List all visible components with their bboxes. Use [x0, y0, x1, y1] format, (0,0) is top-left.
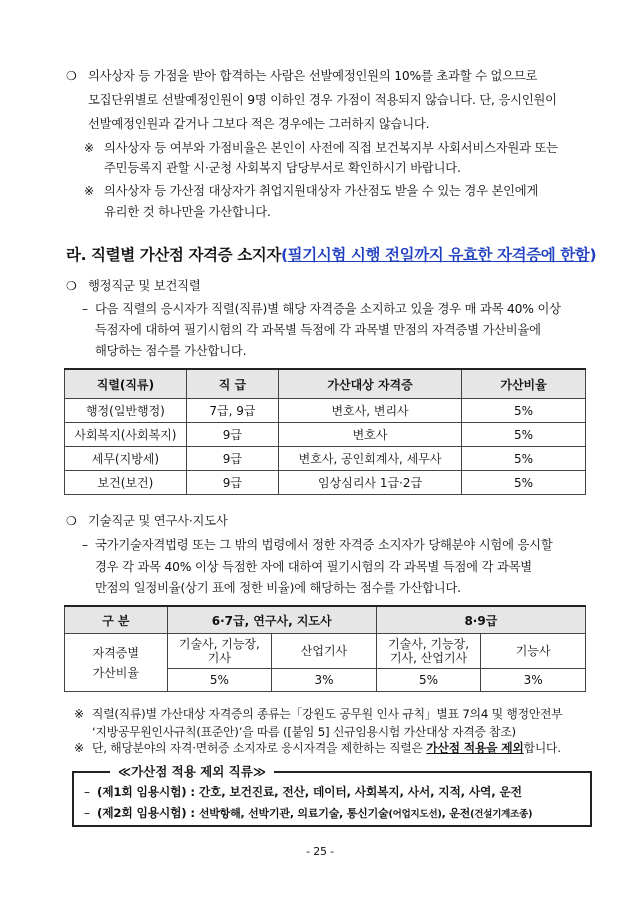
- note-line: 유리한 것 하나만을 가산합니다.: [104, 205, 271, 219]
- excluded-emphasis: 가산점 적용을 제외: [426, 741, 524, 755]
- dash-icon: –: [82, 302, 88, 316]
- subheading: 행정직군 및 보건직렬: [88, 279, 201, 293]
- note-line: 의사상자 등 가산점 대상자가 취업지원대상자 가산점도 받을 수 있는 경우 본인에게: [104, 184, 539, 198]
- excluded-line: (제1회 임용시험) : 간호, 보건진료, 전산, 데이터, 사회복지, 사서, 지적, 사역, 운전: [97, 785, 522, 799]
- table-header: 가산대상 자격증: [279, 369, 462, 399]
- note-mark-icon: ※: [74, 741, 85, 755]
- dash-icon: –: [82, 538, 88, 552]
- note-mark-icon: ※: [84, 184, 95, 198]
- table-header: 6·7급, 연구사, 지도사: [167, 606, 376, 634]
- table-row: 5% 3% 5% 3%: [65, 669, 586, 692]
- note-line: 단, 해당분야의 자격·면허증 소지자로 응시자격을 제한하는 직렬은 가산점 적용을 제외합니다.: [92, 741, 561, 755]
- excluded-line: (제2회 임용시험) : 선박항해, 선박기관, 의료기술, 통신기술(어업지도선), 운전(건설기계조종): [97, 806, 533, 820]
- circle-bullet-icon: ❍: [66, 69, 77, 83]
- dash-icon: –: [84, 785, 90, 799]
- table-row: 사회복지(사회복지) 9급 변호사 5%: [65, 423, 586, 447]
- page-number: - 25 -: [306, 845, 334, 858]
- dash-icon: –: [84, 806, 90, 820]
- paragraph-line: 의사상자 등 가점을 받아 합격하는 사람은 선발예정인원의 10%를 초과할 수 없으므로: [88, 69, 538, 83]
- paragraph-line: 모집단위별로 선발예정인원이 9명 이하인 경우 가점이 적용되지 않습니다. 단, 응시인원이: [88, 93, 557, 107]
- tech-table: [64, 605, 586, 692]
- section-heading: 라. 직렬별 가산점 자격증 소지자(필기시험 시행 전일까지 유효한 자격증에 한함): [66, 246, 597, 264]
- table-header: 8·9급: [376, 606, 585, 634]
- circle-bullet-icon: ❍: [66, 514, 77, 528]
- row-label: 자격증별 가산비율: [65, 634, 168, 692]
- table-row: 보건(보건) 9급 임상심리사 1급·2급 5%: [65, 471, 586, 495]
- note-line: 직렬(직류)별 가산대상 자격증의 종류는「강원도 공무원 인사 규칙」별표 7의4 및 행정안전부: [92, 707, 563, 721]
- table-row: 자격증별 가산비율 기술사, 기능장, 기사 산업기사 기술사, 기능장, 기사, 산업기사 기능사: [65, 634, 586, 669]
- section-condition: 필기시험 시행 전일까지 유효한 자격증에 한함: [287, 246, 590, 264]
- paragraph-line: 해당하는 점수를 가산합니다.: [95, 344, 247, 358]
- table-header: 직 급: [186, 369, 278, 399]
- paragraph-line: 다음 직렬의 응시자가 직렬(직류)별 해당 자격증을 소지하고 있을 경우 매 과목 40% 이상: [95, 302, 561, 316]
- note-mark-icon: ※: [74, 707, 85, 721]
- subheading: 기술직군 및 연구사·지도사: [88, 514, 228, 528]
- admin-table: [64, 368, 586, 495]
- paragraph-line: 국가기술자격법령 또는 그 밖의 법령에서 정한 자격증 소지자가 당해분야 시험에 응시할: [95, 538, 553, 552]
- table-header: 가산비율: [462, 369, 586, 399]
- paragraph-line: 경우 각 과목 40% 이상 득점한 자에 대하여 필기시험의 각 과목별 득점에 각 과목별: [95, 560, 532, 574]
- paragraph-line: 만점의 일정비율(상기 표에 정한 비율)에 해당하는 점수를 가산합니다.: [95, 581, 461, 595]
- table-row: 행정(일반행정) 7급, 9급 변호사, 변리사 5%: [65, 399, 586, 423]
- section-title: 라. 직렬별 가산점 자격증 소지자: [66, 246, 281, 264]
- paragraph-line: 선발예정인원과 같거나 그보다 적은 경우에는 그러하지 않습니다.: [88, 117, 430, 131]
- note-mark-icon: ※: [84, 141, 95, 155]
- table-row: 세무(지방세) 9급 변호사, 공인회계사, 세무사 5%: [65, 447, 586, 471]
- note-line: 의사상자 등 여부와 가점비율은 본인이 사전에 직접 보건복지부 사회서비스자원과 또는: [104, 141, 558, 155]
- note-line: 주민등록지 관할 시·군청 사회복지 담당부서로 확인하시기 바랍니다.: [104, 161, 461, 175]
- table-header: 직렬(직류): [65, 369, 187, 399]
- paragraph-line: 득점자에 대하여 필기시험의 각 과목별 득점에 각 과목별 만점의 자격증별 가산비율에: [95, 323, 541, 337]
- note-line: ‘지방공무원인사규칙(표준안)’을 따름 ([붙임 5] 신규임용시험 가산대상 자격증 참조): [92, 725, 516, 739]
- table-header: 구 분: [65, 606, 168, 634]
- box-title: ≪가산점 적용 제외 직류≫: [110, 762, 274, 780]
- circle-bullet-icon: ❍: [66, 279, 77, 293]
